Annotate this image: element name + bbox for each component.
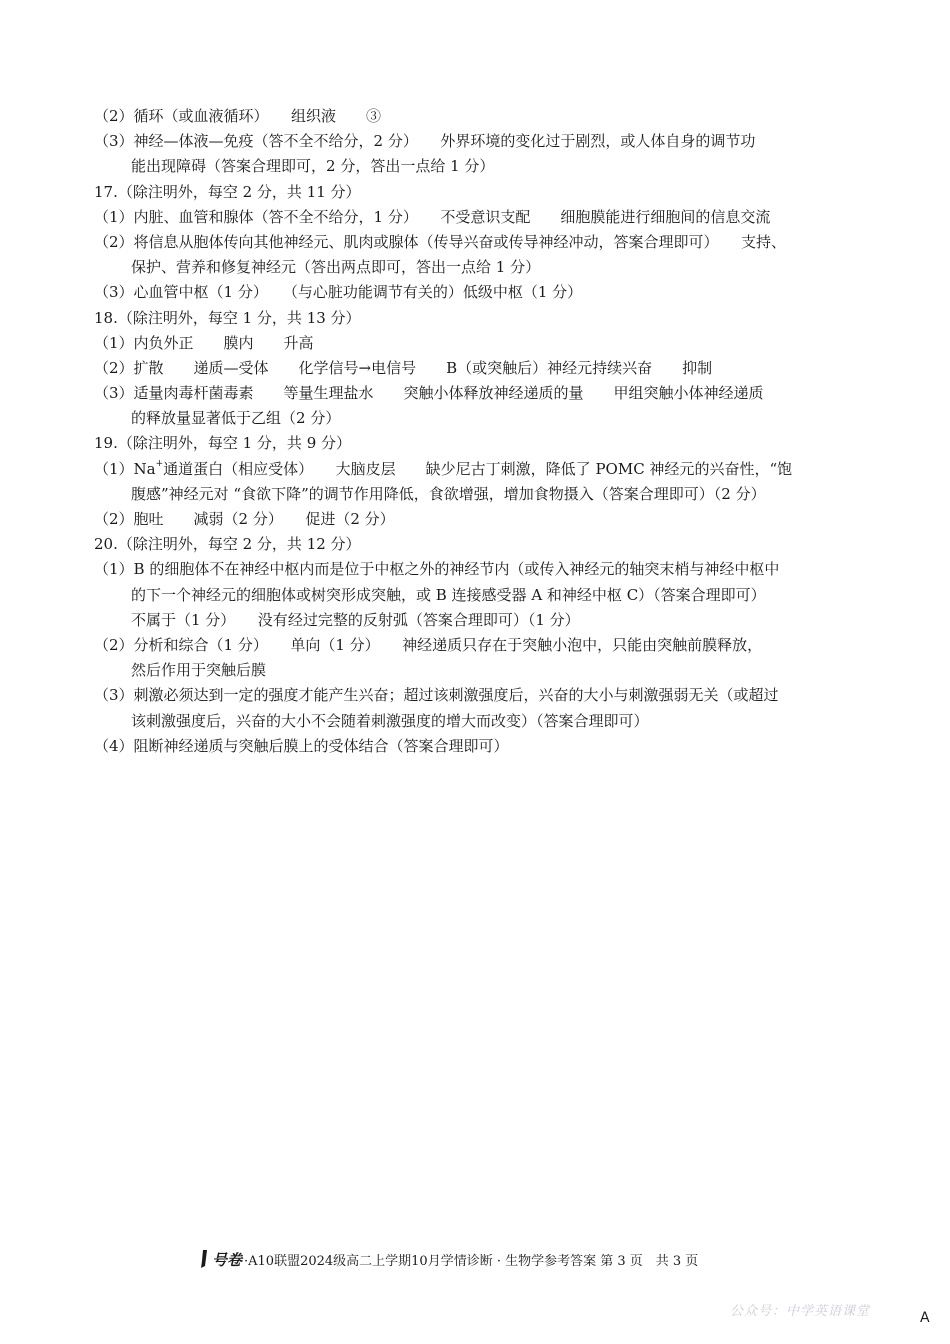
footer-text: ·A10联盟2024级高二上学期10月学情诊断 · 生物学参考答案 第 3 页 共 3 页 (244, 1253, 699, 1269)
answer-line: （1）内负外正 膜内 升高 (94, 333, 314, 352)
answer-line: 17.（除注明外，每空 2 分，共 11 分） (94, 182, 361, 201)
footer-brand: 号卷 (212, 1250, 243, 1269)
answer-line: 保护、营养和修复神经元（答出两点即可，答出一点给 1 分） (131, 258, 541, 277)
answer-line: 然后作用于突触后膜 (131, 661, 267, 680)
answer-line: （2）扩散 递质—受体 化学信号→电信号 B（或突触后）神经元持续兴奋 抑制 (94, 358, 713, 377)
answer-line: 19.（除注明外，每空 1 分，共 9 分） (94, 434, 352, 453)
answer-line: 的下一个神经元的细胞体或树突形成突触，或 B 连接感受器 A 和神经中枢 C）（答案合理即可） (131, 585, 766, 604)
answer-line: （1）内脏、血管和腺体（答不全不给分，1 分） 不受意识支配 细胞膜能进行细胞间的信息交流 (94, 207, 771, 226)
answer-line: （2）分析和综合（1 分） 单向（1 分） 神经递质只存在于突触小泡中，只能由突触前膜释放， (94, 635, 763, 654)
corner-letter: A (920, 1310, 930, 1326)
answer-line: （3）神经—体液—免疫（答不全不给分，2 分） 外界环境的变化过于剧烈，或人体自身的调节功 (94, 132, 756, 151)
page-footer (200, 1248, 760, 1270)
answer-line: 20.（除注明外，每空 2 分，共 12 分） (94, 535, 361, 554)
answer-line: （4）阻断神经递质与突触后膜上的受体结合（答案合理即可） (94, 736, 509, 755)
answer-line: （2）胞吐 减弱（2 分） 促进（2 分） (94, 510, 395, 528)
answer-content (94, 104, 866, 759)
answer-line: 腹感”神经元对 “食欲下降”的调节作用降低，食欲增强，增加食物摄入（答案合理即可）（2 分） (131, 484, 766, 503)
brand-logo-icon (200, 1249, 208, 1269)
superscript: + (155, 458, 164, 469)
answer-line: 能出现障碍（答案合理即可，2 分，答出一点给 1 分） (131, 157, 495, 176)
answer-line: 18.（除注明外，每空 1 分，共 13 分） (94, 308, 361, 327)
answer-line: （2）循环（或血液循环） 组织液 ③ (94, 107, 382, 125)
answer-line (94, 457, 866, 482)
watermark: 公众号：中学英语课堂 (730, 1304, 871, 1319)
answer-line: （2）将信息从胞体传向其他神经元、肌肉或腺体（传导兴奋或传导神经冲动，答案合理即可） 支持、 (94, 232, 787, 251)
answer-line: （3）刺激必须达到一定的强度才能产生兴奋；超过该刺激强度后，兴奋的大小与刺激强弱无关（或超过 (94, 686, 779, 705)
answer-line: （3）适量肉毒杆菌毒素 等量生理盐水 突触小体释放神经递质的量 甲组突触小体神经递质 (94, 384, 764, 403)
answer-line-text: （1）Na (94, 459, 156, 478)
answer-line: 该刺激强度后，兴奋的大小不会随着刺激强度的增大而改变）（答案合理即可） (131, 711, 649, 730)
answer-line: （1）B 的细胞体不在神经中枢内而是位于中枢之外的神经节内（或传入神经元的轴突末梢与神经中枢中 (94, 560, 780, 579)
answer-line: 不属于（1 分） 没有经过完整的反射弧（答案合理即可）（1 分） (131, 610, 580, 629)
answer-line: （3）心血管中枢（1 分） （与心脏功能调节有关的）低级中枢（1 分） (94, 283, 583, 302)
answer-line-text: 通道蛋白（相应受体） 大脑皮层 缺少尼古丁刺激，降低了 POMC 神经元的兴奋性，“饱 (163, 459, 793, 478)
answer-line: 的释放量显著低于乙组（2 分） (131, 409, 341, 428)
